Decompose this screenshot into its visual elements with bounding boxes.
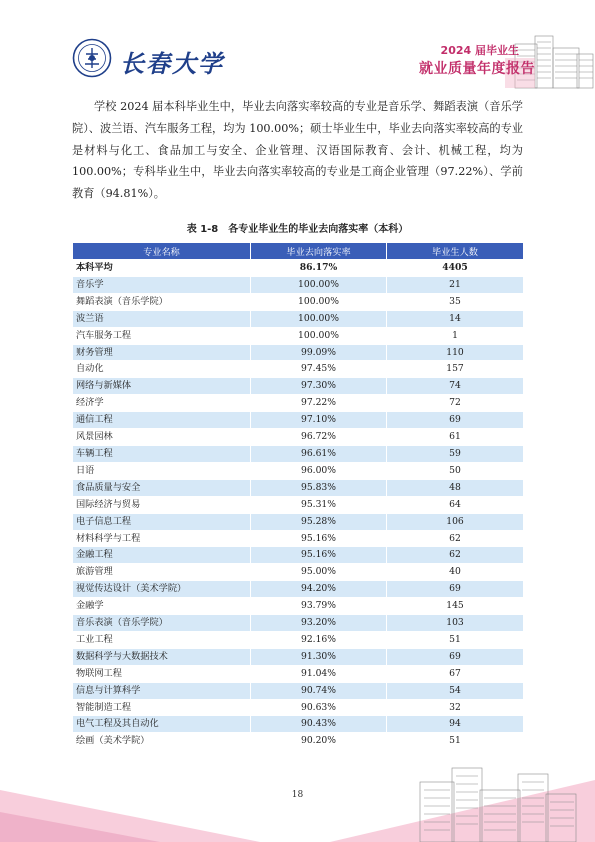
cell-count: 106 xyxy=(387,513,524,530)
column-header-rate: 毕业去向落实率 xyxy=(251,243,387,260)
table-row xyxy=(73,412,524,429)
cell-major: 材料科学与工程 xyxy=(73,530,251,547)
cell-rate: 94.20% xyxy=(251,581,387,598)
table-row xyxy=(73,327,524,344)
page-header xyxy=(0,0,595,95)
cell-major: 信息与计算科学 xyxy=(73,682,251,699)
report-year: 2024 届毕业生 xyxy=(440,44,519,57)
cell-major: 通信工程 xyxy=(73,412,251,429)
cell-count: 50 xyxy=(387,462,524,479)
cell-rate: 90.63% xyxy=(251,699,387,716)
cell-rate: 86.17% xyxy=(251,260,387,277)
cell-rate: 91.04% xyxy=(251,665,387,682)
cell-rate: 97.22% xyxy=(251,395,387,412)
cell-rate: 92.16% xyxy=(251,631,387,648)
table-row xyxy=(73,429,524,446)
cell-count: 103 xyxy=(387,615,524,632)
table-row xyxy=(73,513,524,530)
cell-rate: 100.00% xyxy=(251,276,387,293)
table-row xyxy=(73,310,524,327)
column-header-major: 专业名称 xyxy=(73,243,251,260)
table-row xyxy=(73,615,524,632)
table-row xyxy=(73,496,524,513)
table-row xyxy=(73,293,524,310)
cell-rate: 95.16% xyxy=(251,547,387,564)
cell-rate: 100.00% xyxy=(251,293,387,310)
column-header-count: 毕业生人数 xyxy=(387,243,524,260)
cell-rate: 91.30% xyxy=(251,648,387,665)
cell-count: 4405 xyxy=(387,260,524,277)
table-header-row xyxy=(73,243,524,260)
cell-count: 94 xyxy=(387,716,524,733)
cell-count: 21 xyxy=(387,276,524,293)
cell-count: 64 xyxy=(387,496,524,513)
footer-decoration-icon xyxy=(0,760,595,842)
table-row xyxy=(73,378,524,395)
cell-count: 74 xyxy=(387,378,524,395)
cell-major: 智能制造工程 xyxy=(73,699,251,716)
table-row xyxy=(73,716,524,733)
major-employment-table xyxy=(72,242,524,750)
cell-rate: 97.30% xyxy=(251,378,387,395)
cell-count: 51 xyxy=(387,631,524,648)
cell-major: 音乐学 xyxy=(73,276,251,293)
table-caption: 表 1-8 各专业毕业生的毕业去向落实率（本科） xyxy=(186,224,409,235)
cell-count: 59 xyxy=(387,445,524,462)
cell-count: 61 xyxy=(387,429,524,446)
cell-rate: 96.72% xyxy=(251,429,387,446)
table-row xyxy=(73,361,524,378)
cell-major: 电气工程及其自动化 xyxy=(73,716,251,733)
report-title: 就业质量年度报告 xyxy=(419,61,535,77)
cell-major: 电子信息工程 xyxy=(73,513,251,530)
table-row xyxy=(73,648,524,665)
cell-count: 62 xyxy=(387,530,524,547)
cell-major: 食品质量与安全 xyxy=(73,479,251,496)
cell-rate: 95.28% xyxy=(251,513,387,530)
cell-rate: 90.20% xyxy=(251,733,387,750)
table-row xyxy=(73,547,524,564)
cell-major: 物联网工程 xyxy=(73,665,251,682)
table-row xyxy=(73,665,524,682)
table-row xyxy=(73,479,524,496)
cell-major: 视觉传达设计（美术学院） xyxy=(73,581,251,598)
cell-rate: 90.74% xyxy=(251,682,387,699)
cell-major: 金融工程 xyxy=(73,547,251,564)
cell-rate: 95.83% xyxy=(251,479,387,496)
table-row xyxy=(73,445,524,462)
table-row xyxy=(73,395,524,412)
cell-major: 音乐表演（音乐学院） xyxy=(73,615,251,632)
cell-major: 绘画（美术学院） xyxy=(73,733,251,750)
cell-major: 本科平均 xyxy=(73,260,251,277)
cell-count: 14 xyxy=(387,310,524,327)
cell-major: 工业工程 xyxy=(73,631,251,648)
university-name: 长春大学 xyxy=(120,49,224,78)
university-seal-icon xyxy=(72,38,112,78)
table-row-average xyxy=(73,260,524,277)
cell-count: 32 xyxy=(387,699,524,716)
cell-major: 波兰语 xyxy=(73,310,251,327)
cell-count: 35 xyxy=(387,293,524,310)
cell-rate: 99.09% xyxy=(251,344,387,361)
cell-major: 数据科学与大数据技术 xyxy=(73,648,251,665)
cell-rate: 90.43% xyxy=(251,716,387,733)
cell-rate: 95.16% xyxy=(251,530,387,547)
cell-count: 110 xyxy=(387,344,524,361)
table-row xyxy=(73,530,524,547)
cell-rate: 97.45% xyxy=(251,361,387,378)
table-row xyxy=(73,699,524,716)
cell-major: 经济学 xyxy=(73,395,251,412)
cell-rate: 96.00% xyxy=(251,462,387,479)
cell-major: 旅游管理 xyxy=(73,564,251,581)
cell-count: 145 xyxy=(387,598,524,615)
cell-major: 车辆工程 xyxy=(73,445,251,462)
cell-rate: 95.00% xyxy=(251,564,387,581)
table-row xyxy=(73,276,524,293)
cell-major: 财务管理 xyxy=(73,344,251,361)
cell-major: 自动化 xyxy=(73,361,251,378)
cell-major: 舞蹈表演（音乐学院） xyxy=(73,293,251,310)
cell-rate: 93.79% xyxy=(251,598,387,615)
table-row xyxy=(73,733,524,750)
cell-count: 69 xyxy=(387,581,524,598)
table-row xyxy=(73,462,524,479)
cell-rate: 96.61% xyxy=(251,445,387,462)
cell-count: 67 xyxy=(387,665,524,682)
cell-count: 54 xyxy=(387,682,524,699)
cell-major: 风景园林 xyxy=(73,429,251,446)
cell-count: 69 xyxy=(387,412,524,429)
table-row xyxy=(73,598,524,615)
cell-rate: 100.00% xyxy=(251,310,387,327)
page-number: 18 xyxy=(291,790,304,800)
cell-major: 日语 xyxy=(73,462,251,479)
cell-rate: 100.00% xyxy=(251,327,387,344)
cell-rate: 97.10% xyxy=(251,412,387,429)
cell-count: 72 xyxy=(387,395,524,412)
cell-count: 69 xyxy=(387,648,524,665)
cell-count: 62 xyxy=(387,547,524,564)
table-row xyxy=(73,631,524,648)
table-row xyxy=(73,682,524,699)
cell-count: 1 xyxy=(387,327,524,344)
cell-count: 48 xyxy=(387,479,524,496)
cell-rate: 95.31% xyxy=(251,496,387,513)
table-row xyxy=(73,581,524,598)
cell-major: 网络与新媒体 xyxy=(73,378,251,395)
cell-rate: 93.20% xyxy=(251,615,387,632)
cell-major: 汽车服务工程 xyxy=(73,327,251,344)
cell-major: 国际经济与贸易 xyxy=(73,496,251,513)
cell-count: 157 xyxy=(387,361,524,378)
table-row xyxy=(73,564,524,581)
body-paragraph: 学校 2024 届本科毕业生中，毕业去向落实率较高的专业是音乐学、舞蹈表演（音乐学院）、波兰语、汽车服务工程，均为 100.00%；硕士毕业生中，毕业去向落实率较高的专业是材料与化工、食品加工与安全、企业管理、汉语国际教育、会计、机械工程，均为 100.00%；专科毕业生中，毕业去向落实率较高的专业是工商企业管理（97.22%）、学前教育（94.81%）。 xyxy=(72,100,523,201)
cell-major: 金融学 xyxy=(73,598,251,615)
table-row xyxy=(73,344,524,361)
cell-count: 40 xyxy=(387,564,524,581)
cell-count: 51 xyxy=(387,733,524,750)
